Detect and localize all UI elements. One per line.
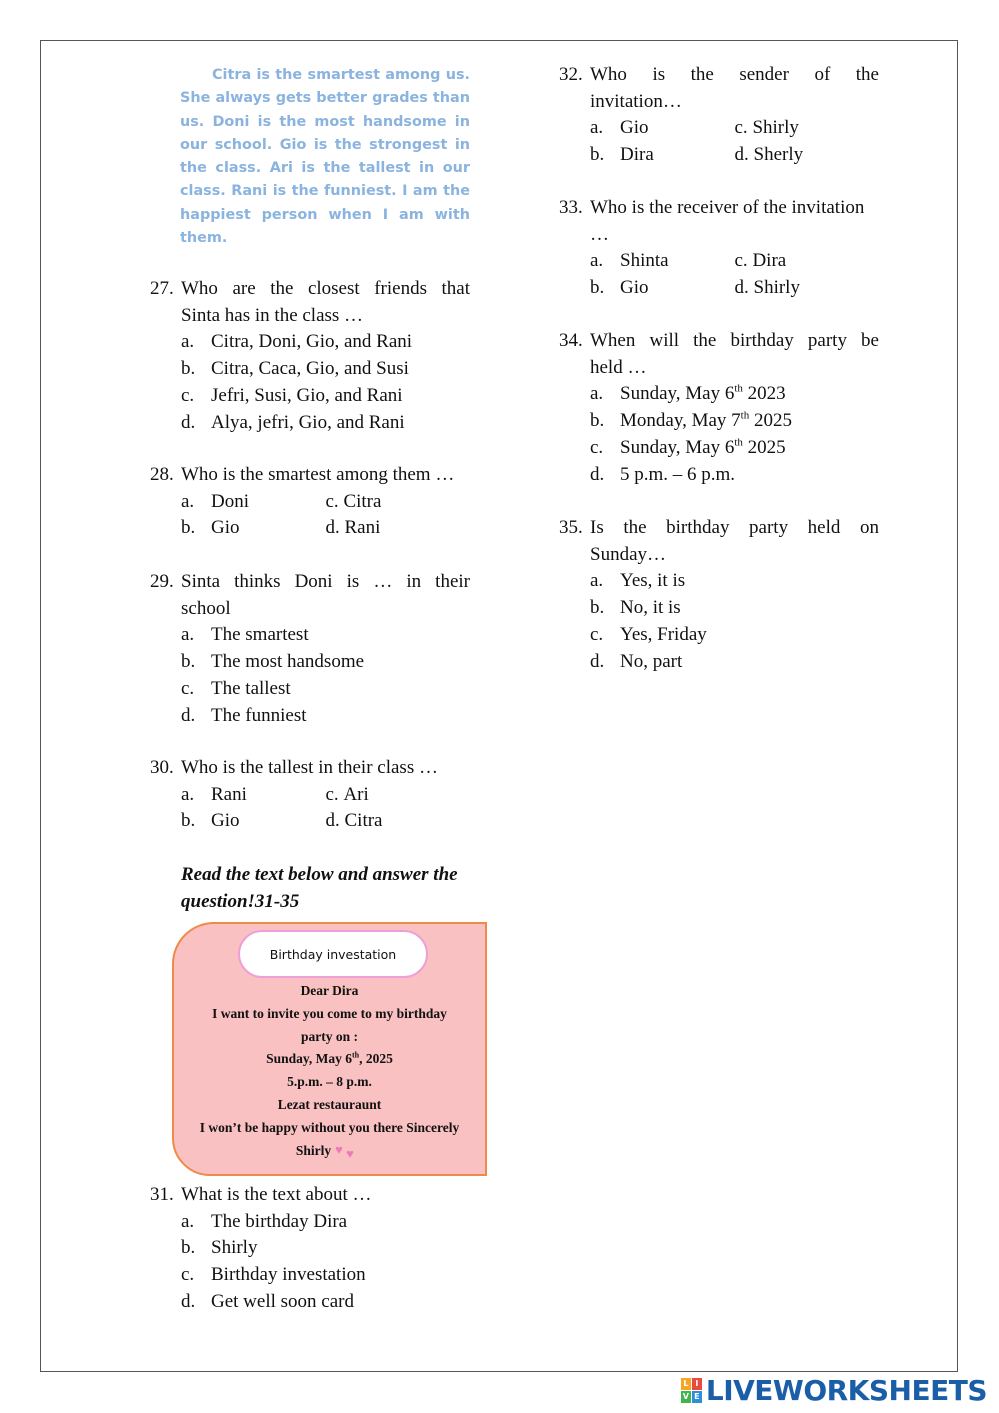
section-instruction: Read the text below and answer the question!31-35 [181,864,458,912]
option-b[interactable]: b. No, it is [590,597,681,619]
question-text: Who is the tallest in their class … [181,757,438,778]
option-b[interactable]: b. Monday, May 7th 2025 [590,409,792,432]
question-35 [559,515,879,675]
option-c[interactable]: c. Sunday, May 6th 2025 [590,436,786,458]
card-text: party on : [301,1028,358,1044]
option-a[interactable]: a. The birthday Dira [181,1210,348,1232]
logo-tiles-icon: L I V E [681,1378,702,1403]
liveworksheets-logo [681,1373,987,1407]
question-31 [150,1182,470,1316]
invitation-card [172,922,487,1176]
card-text: I want to invite you come to my birthday [212,1005,447,1021]
option-d[interactable]: d. Rani [325,517,381,539]
option-d[interactable]: d. Alya, jefri, Gio, and Rani [181,411,405,433]
option-b[interactable]: b. Dira [590,144,654,166]
question-number: 29. [150,571,174,592]
question-text: Who are the closest friends that [181,278,470,299]
option-c[interactable]: c. The tallest [181,677,291,699]
hearts-icon: ♥ ♥ [335,1142,354,1162]
option-c[interactable]: c. Yes, Friday [590,623,707,645]
card-closing: I won’t be happy without you there Sincerely [199,1119,460,1135]
option-d[interactable]: d. Citra [325,810,383,832]
question-number: 35. [559,517,583,538]
option-b[interactable]: b. Gio [181,517,240,539]
option-b[interactable]: b. Shirly [181,1237,258,1259]
option-d[interactable]: d. Shirly [734,277,800,299]
card-date: Sunday, May 6th, 2025 [266,1050,393,1067]
option-a[interactable]: a. Shinta [590,250,669,272]
question-30 [150,755,470,835]
option-c[interactable]: c. Dira [734,250,787,272]
option-b[interactable]: b. Gio [181,810,240,832]
card-time: 5.p.m. – 8 p.m. [287,1074,372,1090]
question-text: When will the birthday party be [590,330,879,351]
option-a[interactable]: a. Rani [181,783,247,805]
question-text: Sunday… [590,543,666,565]
option-c[interactable]: c. Ari [325,783,369,805]
question-28 [150,462,470,542]
question-32 [559,62,879,169]
option-c[interactable]: c. Citra [325,490,382,512]
question-number: 31. [150,1184,174,1205]
option-b[interactable]: b. The most handsome [181,651,365,673]
question-34 [559,328,879,488]
question-number: 27. [150,278,174,299]
option-a[interactable]: a. Sunday, May 6th 2023 [590,383,786,405]
question-33 [559,195,879,302]
question-text: Sinta thinks Doni is … in their [181,571,470,592]
option-b[interactable]: b. Citra, Caca, Gio, and Susi [181,358,409,380]
option-a[interactable]: a. Doni [181,490,249,512]
question-text: Sinta has in the class … [181,304,364,326]
question-27 [150,276,470,436]
card-place: Lezat restauraunt [277,1096,382,1112]
question-text: Who is the smartest among them … [181,464,455,485]
option-d[interactable]: d. The funniest [181,704,307,726]
question-text: What is the text about … [181,1184,372,1205]
option-a[interactable]: a. The smartest [181,624,309,646]
option-d[interactable]: d. Get well soon card [181,1290,354,1312]
option-b[interactable]: b. Gio [590,277,649,299]
option-d[interactable]: d. No, part [590,650,683,672]
question-text: Is the birthday party held on [590,517,879,538]
option-d[interactable]: d. 5 p.m. – 6 p.m. [590,463,736,485]
card-body [174,980,485,1162]
reading-passage: Citra is the smartest among us. She always gets better grades than us. Doni is the most handsome in our school. Gio is the strongest in the class. Ari is the tallest in our class. Rani is the funniest. I am the happiest person when I am with them. [180,67,470,247]
question-text: Who is the sender of the [590,64,879,85]
option-c[interactable]: c. Shirly [734,117,799,139]
card-greeting: Dear Dira [300,983,359,998]
question-text: held … [590,356,647,378]
option-d[interactable]: d. Sherly [734,144,804,166]
question-text: … [590,223,609,245]
card-title: Birthday investation [238,930,428,978]
question-text: Who is the receiver of the invitation [590,197,865,218]
logo-text: LIVEWORKSHEETS [705,1373,987,1407]
option-a[interactable]: a. Yes, it is [590,570,686,592]
question-text: invitation… [590,90,682,112]
option-c[interactable]: c. Birthday investation [181,1264,366,1286]
question-number: 28. [150,464,174,485]
question-text: school [181,597,231,619]
question-29 [150,569,470,729]
option-c[interactable]: c. Jefri, Susi, Gio, and Rani [181,384,403,406]
question-number: 34. [559,330,583,351]
card-signature: Shirly [295,1142,332,1158]
card-signature-line [174,1140,485,1163]
question-number: 32. [559,64,583,85]
option-a[interactable]: a. Gio [590,117,649,139]
option-a[interactable]: a. Citra, Doni, Gio, and Rani [181,331,413,353]
question-number: 33. [559,197,583,218]
question-number: 30. [150,757,174,778]
